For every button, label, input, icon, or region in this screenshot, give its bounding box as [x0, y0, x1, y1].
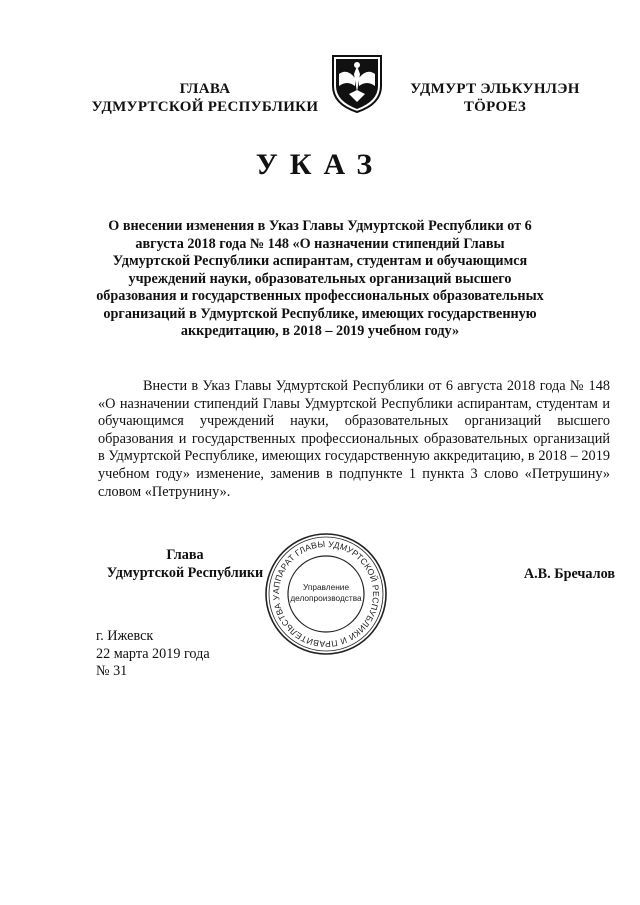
issuer-russian	[80, 80, 330, 116]
document-title: УКАЗ	[255, 148, 385, 181]
issue-place: г. Ижевск	[96, 628, 154, 644]
issuer-russian-line1: ГЛАВА	[179, 81, 231, 97]
signatory-position-line1: Глава	[166, 547, 204, 563]
issuer-udmurt-line1: УДМУРТ ЭЛЬКУНЛЭН	[410, 81, 580, 97]
signatory-position	[95, 546, 275, 582]
document-subject: О внесении изменения в Указ Главы Удмуртской Республики от 6 августа 2018 года № 148 «О назначении стипендий Главы Удмуртской Республики аспирантам, студентам и обучающимся учреждений науки, образовательных организаций высшего образования и государственных профессиональных образовательных организаций в Удмуртской Республике, имеющих государственную аккредитацию, в 2018 – 2019 учебном году»	[96, 218, 544, 339]
stamp-center-line1: Управление	[302, 582, 350, 592]
issuer-udmurt	[395, 80, 595, 116]
signatory-name: А.В. Бречалов	[523, 566, 615, 582]
issuer-russian-line2: УДМУРТСКОЙ РЕСПУБЛИКИ	[91, 99, 319, 115]
signatory-position-line2: Удмуртской Республики	[106, 565, 264, 581]
document-body: Внести в Указ Главы Удмуртской Республики от 6 августа 2018 года № 148 «О назначении стипендий Главы Удмуртской Республики аспирантам, студентам и обучающимся учреждений науки, образовательных организаций высшего образования и государственных профессиональных образовательных организаций в Удмуртской Республике, имеющих государственную аккредитацию, в 2018 – 2019 учебном году» изменение, заменив в подпункте 1 пункта 3 слово «Петрушину» словом «Петрунину».	[98, 378, 610, 500]
stamp-center-line2: делопроизводства	[290, 593, 362, 603]
stamp-ring-text: АППАРАТ ГЛАВЫ УДМУРТСКОЙ РЕСПУБЛИКИ И ПРАВИТЕЛЬСТВА У	[270, 538, 382, 650]
issue-details	[96, 628, 296, 681]
issuer-udmurt-line2: ТӦРОЕЗ	[463, 99, 527, 115]
document-number: № 31	[96, 663, 128, 679]
coat-of-arms-icon	[327, 52, 387, 114]
issue-date: 22 марта 2019 года	[96, 645, 210, 662]
